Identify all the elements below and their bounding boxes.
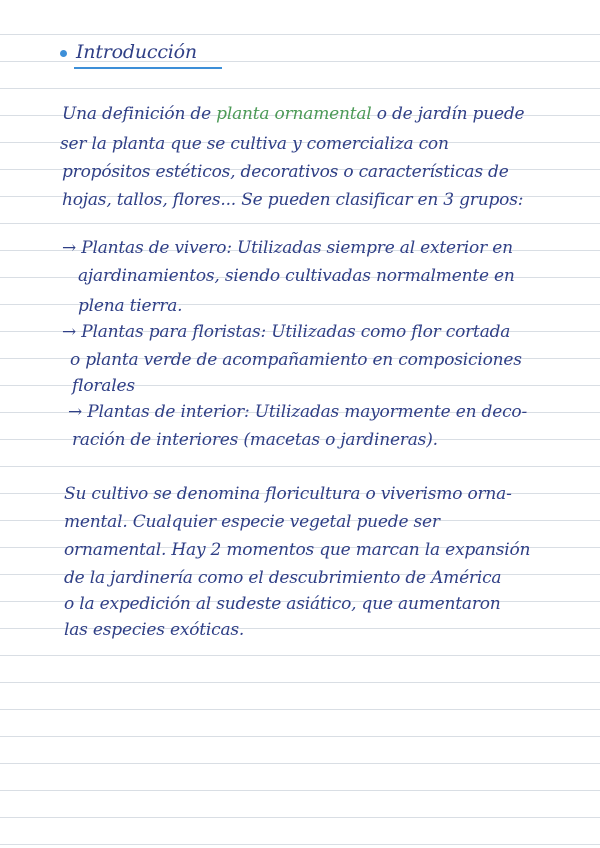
group-line: → Plantas para floristas: Utilizadas como flor cortada [62, 322, 511, 342]
group-line: florales [72, 376, 135, 396]
group-line: plena tierra. [78, 296, 183, 316]
paragraph-line: ornamental. Hay 2 momentos que marcan la expansión [64, 540, 531, 560]
group-line: ración de interiores (macetas o jardineras). [72, 430, 438, 450]
group-line: ajardinamientos, siendo cultivadas normalmente en [78, 266, 515, 286]
paragraph-line: ser la planta que se cultiva y comercializa con [60, 134, 449, 154]
text-run: o de jardín puede [371, 104, 525, 124]
paragraph-line: propósitos estéticos, decorativos o características de [62, 162, 509, 182]
paragraph-line: o la expedición al sudeste asiático, que aumentaron [64, 594, 501, 614]
group-line: o planta verde de acompañamiento en composiciones [70, 350, 522, 370]
highlighted-term: planta ornamental [216, 104, 372, 124]
page-title: Introducción [76, 41, 197, 63]
group-line: → Plantas de vivero: Utilizadas siempre al exterior en [62, 238, 513, 258]
title-underline [74, 67, 222, 69]
bullet-icon [60, 50, 67, 57]
paragraph-line: hojas, tallos, flores... Se pueden clasificar en 3 grupos: [62, 190, 524, 210]
paragraph-line: las especies exóticas. [64, 620, 245, 640]
paragraph-line: mental. Cualquier especie vegetal puede ser [64, 512, 440, 532]
group-line: → Plantas de interior: Utilizadas mayormente en deco- [68, 402, 527, 422]
paragraph-line: de la jardinería como el descubrimiento de América [64, 568, 502, 588]
paragraph-line [62, 104, 524, 124]
text-run: Una definición de [62, 104, 217, 124]
paragraph-line: Su cultivo se denomina floricultura o viverismo orna- [64, 484, 512, 504]
